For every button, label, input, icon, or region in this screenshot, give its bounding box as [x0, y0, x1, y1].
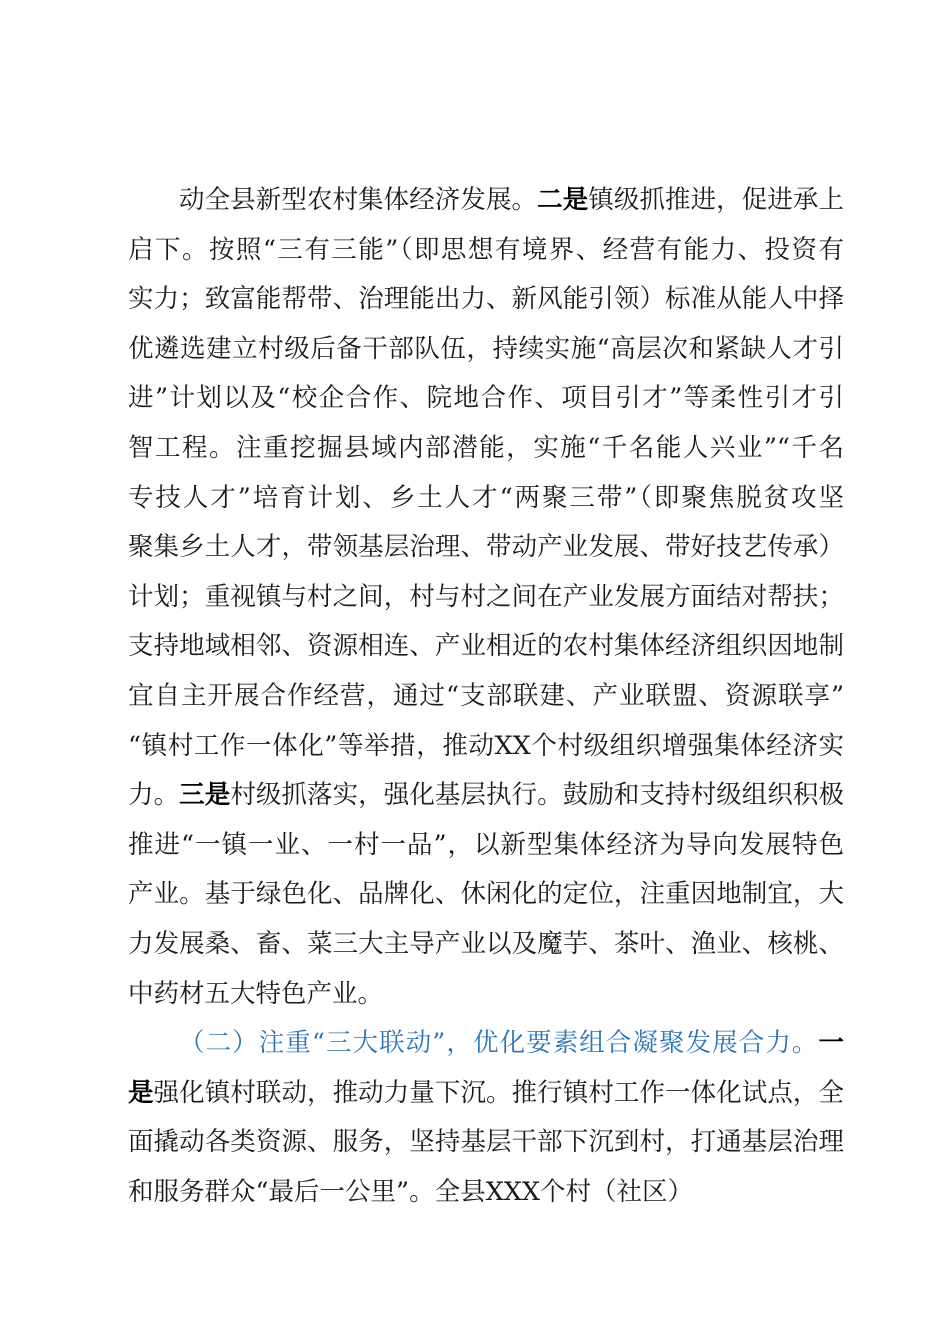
text-run: 村级抓落实，强化基层执行。鼓励和支持村级组织积极: [230, 780, 844, 811]
text-line: 优遴选建立村级后备干部队伍，持续实施“高层次和紧缺人才引: [128, 333, 844, 364]
text-line: 和服务群众“最后一公里”。全县XXX个村（社区）: [128, 1176, 694, 1207]
text-line: 中药材五大特色产业。: [128, 978, 384, 1009]
bold-text-run: 三是: [179, 780, 231, 811]
text-run: 镇级抓推进，促进承上: [588, 185, 844, 215]
text-line: 面撬动各类资源、服务，坚持基层干部下沉到村，打通基层治理: [128, 1127, 844, 1158]
text-line: 计划；重视镇与村之间，村与村之间在产业发展方面结对帮扶；: [128, 581, 844, 612]
bold-text-run: 一: [818, 1028, 844, 1059]
text-line: 支持地域相邻、资源相连、产业相近的农村集体经济组织因地制: [128, 631, 844, 662]
text-line: 宜自主开展合作经营，通过“支部联建、产业联盟、资源联享”: [128, 680, 844, 711]
text-run: 力。: [128, 780, 180, 811]
text-line: 实力；致富能帮带、治理能出力、新风能引领）标准从能人中择: [128, 284, 844, 315]
section-heading: （二）注重“三大联动”，优化要素组合凝聚发展合力。: [179, 1028, 819, 1059]
text-line: 智工程。注重挖掘县域内部潜能，实施“千名能人兴业”“千名: [128, 432, 844, 463]
text-line: 力发展桑、畜、菜三大主导产业以及魔芋、茶叶、渔业、核桃、: [128, 928, 844, 959]
text-line: 产业。基于绿色化、品牌化、休闲化的定位，注重因地制宜，大: [128, 879, 844, 910]
text-run: 动全县新型农村集体经济发展。: [179, 185, 538, 215]
text-line: 启下。按照“三有三能”（即思想有境界、经营有能力、投资有: [128, 234, 844, 265]
bold-text-run: 是: [128, 1077, 154, 1108]
bold-text-run: 二是: [537, 185, 589, 215]
text-line: “镇村工作一体化”等举措，推动XX个村级组织增强集体经济实: [128, 730, 844, 761]
text-line: 聚集乡土人才，带领基层治理、带动产业发展、带好技艺传承）: [128, 532, 844, 563]
text-line: [128, 1069, 844, 1119]
text-line: [128, 176, 844, 226]
body-text: [128, 176, 844, 1217]
text-line: 推进“一镇一业、一村一品”，以新型集体经济为导向发展特色: [128, 829, 844, 860]
text-line: [128, 771, 844, 821]
text-line: 进”计划以及“校企合作、院地合作、项目引才”等柔性引才引: [128, 383, 844, 414]
text-line: 专技人才”培育计划、乡土人才“两聚三带”（即聚焦脱贫攻坚: [128, 482, 844, 513]
text-run: 强化镇村联动，推动力量下沉。推行镇村工作一体化试点，全: [153, 1077, 844, 1108]
text-line: [128, 1019, 844, 1069]
